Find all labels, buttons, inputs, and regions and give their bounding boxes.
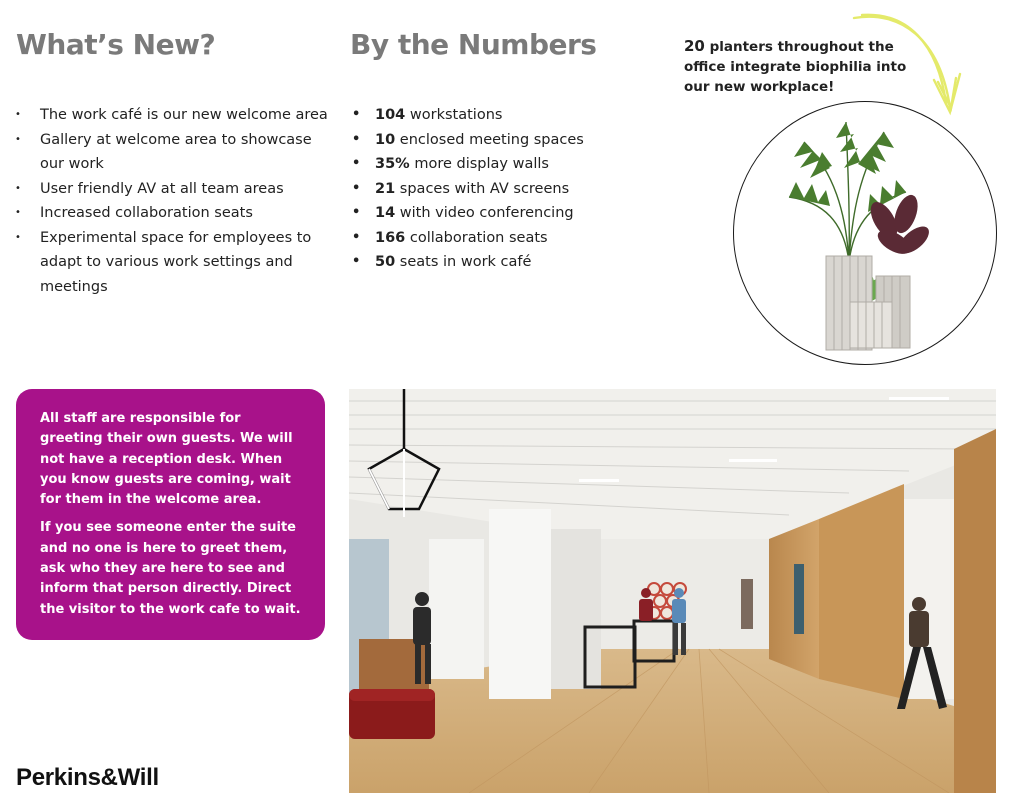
- planter-illustration: [733, 101, 997, 365]
- stat-value: 10: [375, 131, 396, 148]
- list-item: • User friendly AV at all team areas: [15, 177, 335, 202]
- list-item: [350, 201, 650, 226]
- whats-new-heading: What’s New?: [16, 28, 216, 61]
- stat-label: with video conferencing: [399, 205, 574, 221]
- list-item: • Increased collaboration seats: [15, 201, 335, 226]
- stat-label: collaboration seats: [409, 229, 548, 246]
- planter-count: 20: [684, 37, 705, 55]
- guest-policy-paragraph: All staff are responsible for greeting their own guests. We will not have a reception desk. When you know guests are coming, wait for them in the welcome area.: [40, 411, 293, 508]
- list-item: [350, 226, 650, 251]
- stat-value: 14: [375, 205, 396, 221]
- stat-value: 21: [375, 180, 396, 197]
- list-item: • Gallery at welcome area to showcase our work: [15, 128, 335, 177]
- stat-label: spaces with AV screens: [399, 180, 570, 197]
- stat-label: workstations: [409, 107, 503, 123]
- potted-plants-icon: [734, 102, 996, 364]
- list-item: [350, 128, 650, 153]
- planter-text: planters throughout the office integrate biophilia into our new workplace!: [684, 39, 907, 95]
- stat-value: 35%: [375, 156, 410, 172]
- office-interior-photo: [349, 389, 996, 793]
- guest-policy-callout: [16, 389, 325, 640]
- list-item: [350, 250, 650, 275]
- list-item: [350, 152, 650, 177]
- whats-new-list: [15, 103, 335, 299]
- list-item: • The work café is our new welcome area: [15, 103, 335, 128]
- stat-label: more display walls: [414, 156, 549, 172]
- list-item: [350, 177, 650, 202]
- stat-value: 104: [375, 107, 406, 123]
- numbers-list: [350, 103, 650, 275]
- perkins-will-logo: Perkins&Will: [16, 764, 159, 791]
- office-lobby-image: [349, 389, 996, 793]
- list-item: • Experimental space for employees to adapt to various work settings and meetings: [15, 226, 335, 300]
- stat-value: 50: [375, 254, 396, 270]
- stat-label: seats in work café: [399, 254, 532, 270]
- by-the-numbers-heading: By the Numbers: [350, 28, 597, 61]
- guest-policy-paragraph: If you see someone enter the suite and no one is here to greet them, ask who they are here to see and inform that person directly. Direct the visitor to the work cafe to wait.: [40, 520, 301, 617]
- stat-label: enclosed meeting spaces: [399, 131, 584, 148]
- stat-value: 166: [375, 229, 406, 246]
- list-item: [350, 103, 650, 128]
